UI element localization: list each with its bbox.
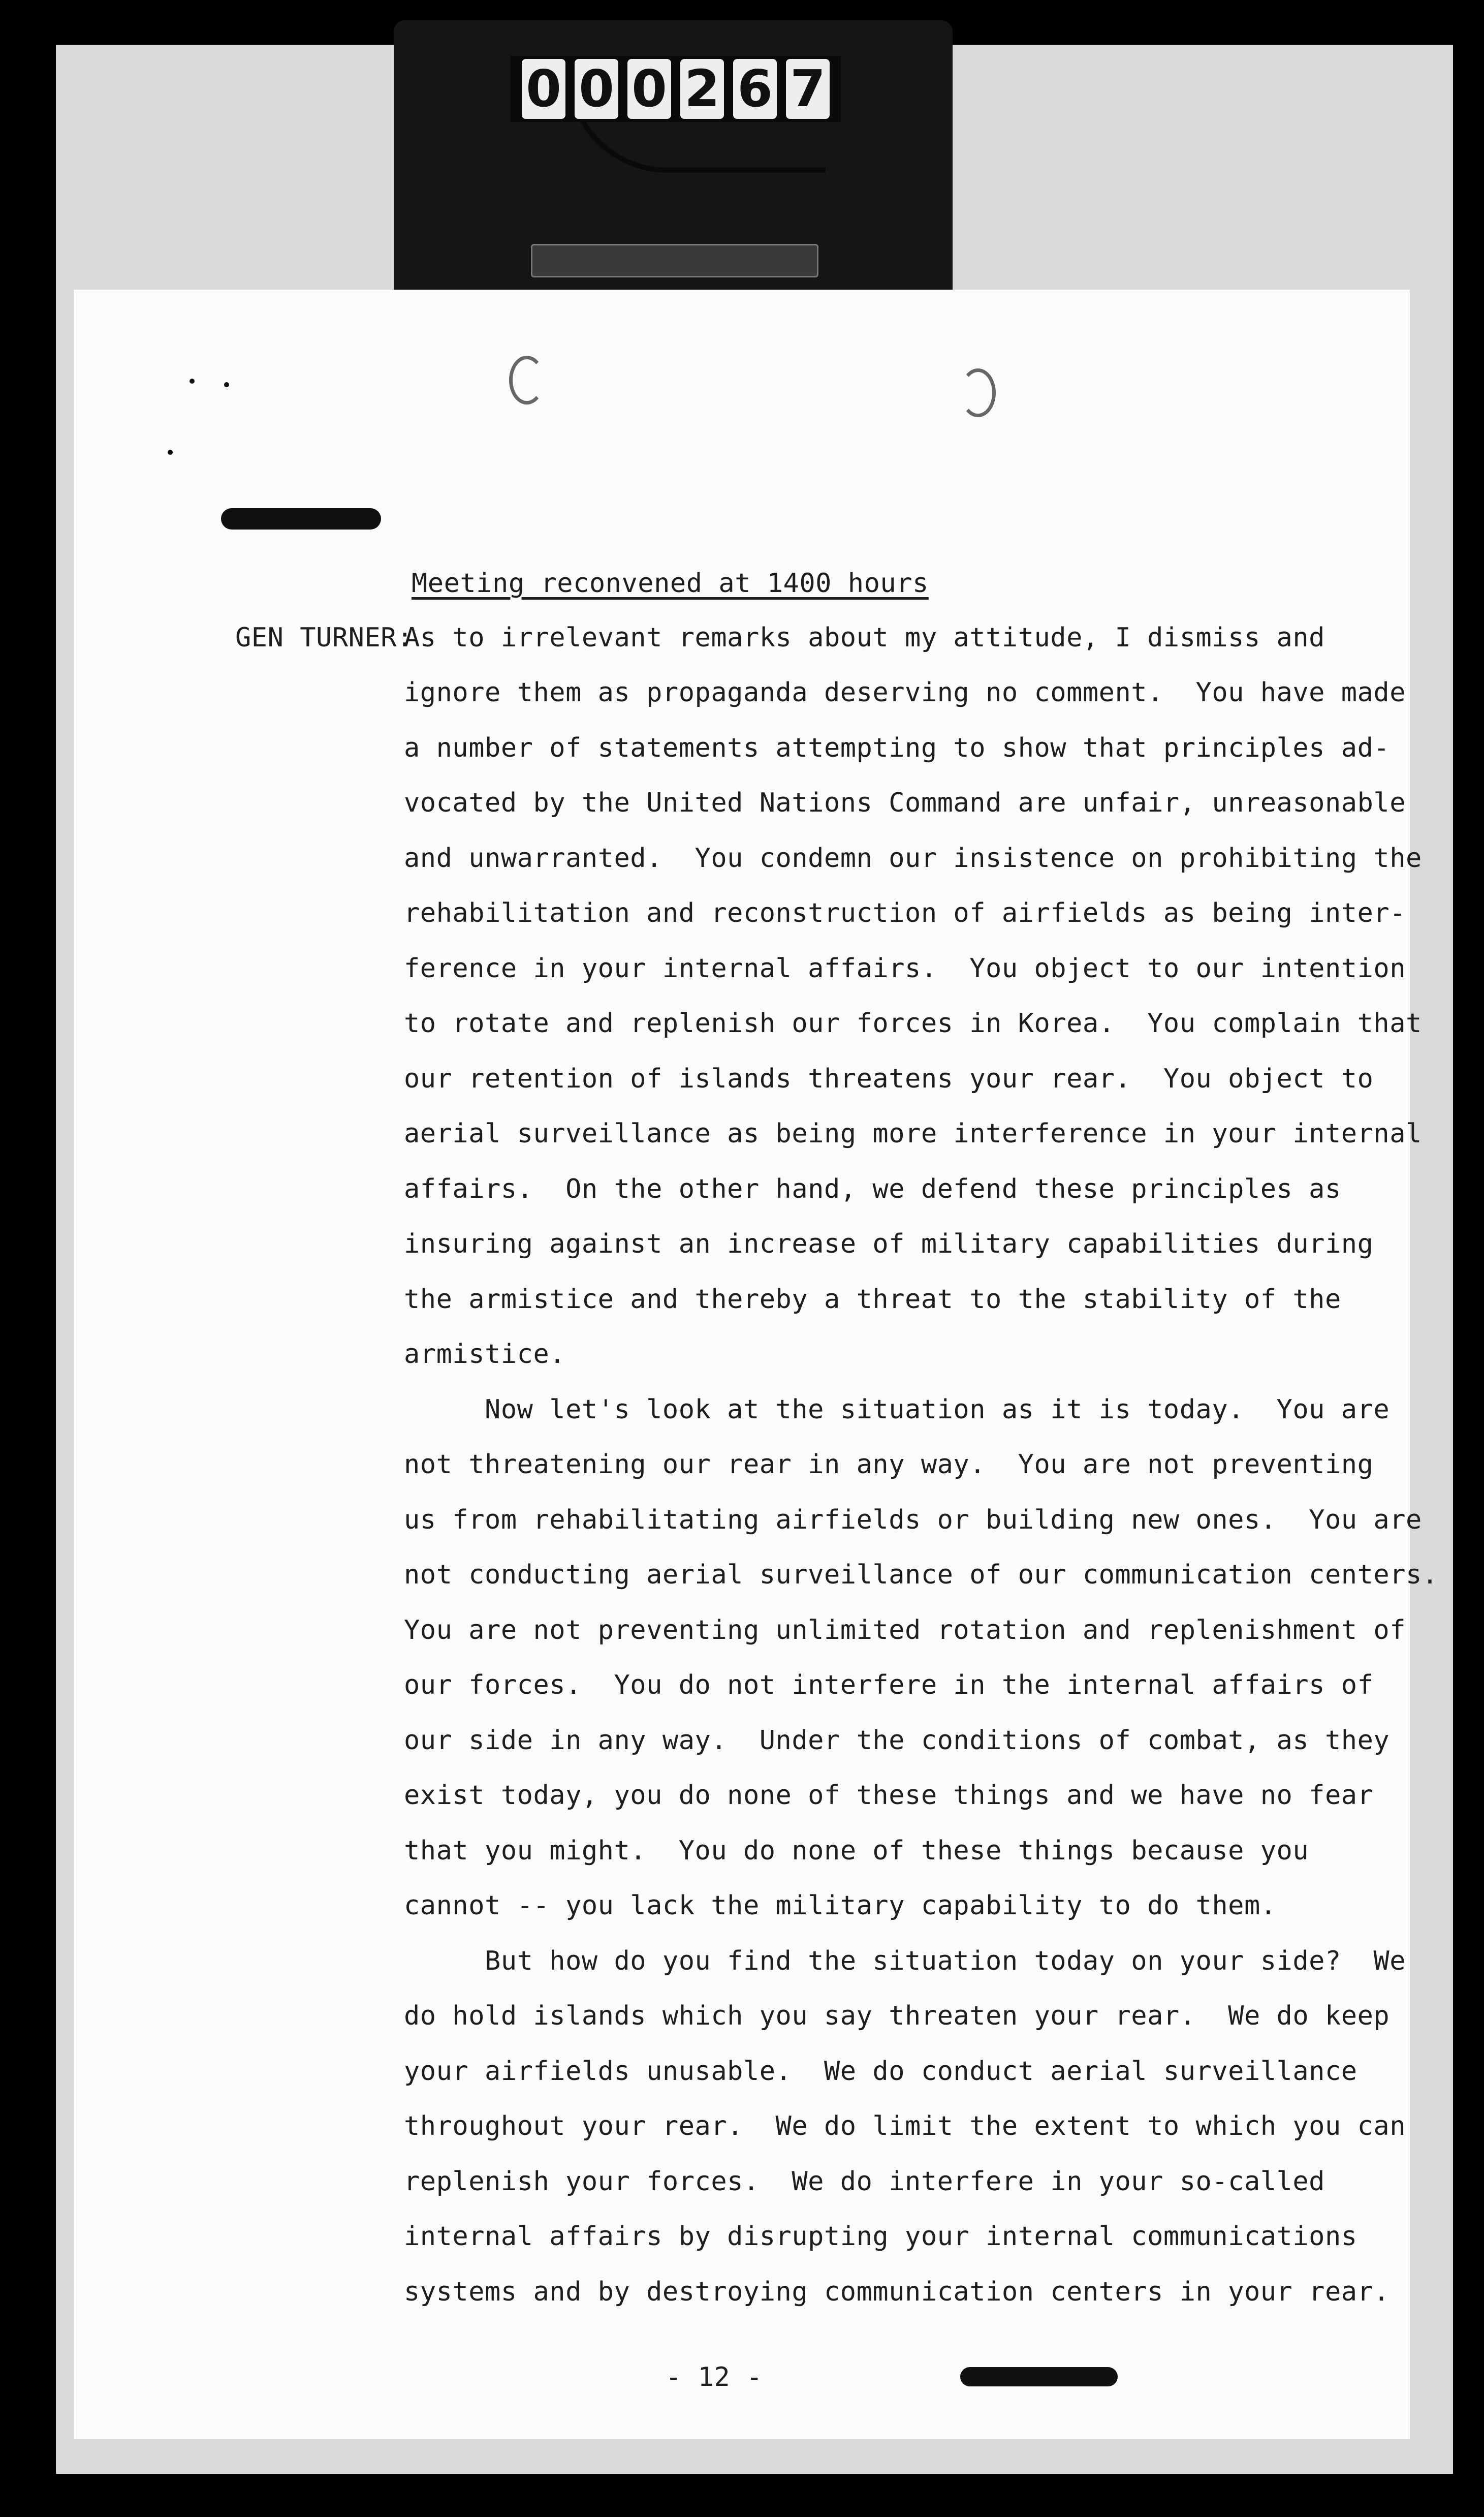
counter-window — [511, 56, 841, 122]
text-line: internal affairs by disrupting your internal communications — [404, 2221, 1357, 2252]
text-line: ference in your internal affairs. You object to our intention — [404, 953, 1406, 984]
page-number: - 12 - — [666, 2362, 763, 2392]
text-line: You are not preventing unlimited rotation and replenishment of — [404, 1615, 1406, 1645]
counter-digit: 0 — [575, 59, 618, 119]
redaction-mark — [221, 508, 381, 530]
text-line: aerial surveillance as being more interference in your internal — [404, 1118, 1422, 1149]
text-line: insuring against an increase of military capabilities during — [404, 1229, 1374, 1259]
dust-speck — [168, 450, 173, 455]
text-line: the armistice and thereby a threat to the stability of the — [404, 1284, 1341, 1315]
dust-speck — [190, 379, 195, 384]
text-line: armistice. — [404, 1339, 566, 1370]
counter-digit: 0 — [522, 59, 565, 119]
speaker-label: GEN TURNER: — [235, 623, 413, 653]
meeting-heading: Meeting reconvened at 1400 hours — [412, 568, 929, 599]
text-line: our forces. You do not interfere in the internal affairs of — [404, 1670, 1374, 1700]
text-line: that you might. You do none of these things because you — [404, 1836, 1309, 1866]
text-line: your airfields unusable. We do conduct aerial surveillance — [404, 2056, 1357, 2087]
redaction-mark — [960, 2367, 1118, 2386]
text-line: throughout your rear. We do limit the extent to which you can — [404, 2111, 1406, 2141]
text-line: ignore them as propaganda deserving no comment. You have made — [404, 677, 1406, 708]
text-line: Now let's look at the situation as it is today. You are — [404, 1394, 1390, 1425]
text-line: not conducting aerial surveillance of our communication centers. — [404, 1560, 1438, 1590]
punch-hole-mark — [960, 368, 996, 417]
text-line: As to irrelevant remarks about my attitude, I dismiss and — [404, 623, 1325, 653]
counter-digit: 7 — [786, 59, 830, 119]
counter-digit: 2 — [680, 59, 724, 119]
microfilm-frame-counter — [394, 20, 953, 305]
text-line: and unwarranted. You condemn our insistence on prohibiting the — [404, 843, 1422, 874]
text-line: our retention of islands threatens your rear. You object to — [404, 1064, 1374, 1094]
text-line: But how do you find the situation today on your side? We — [404, 1946, 1406, 1976]
dust-speck — [224, 382, 229, 387]
punch-hole-mark — [509, 356, 545, 405]
text-line: our side in any way. Under the conditions of combat, as they — [404, 1725, 1390, 1756]
text-line: affairs. On the other hand, we defend these principles as — [404, 1174, 1341, 1204]
text-line: us from rehabilitating airfields or building new ones. You are — [404, 1505, 1422, 1535]
text-line: cannot -- you lack the military capability to do them. — [404, 1890, 1277, 1921]
counter-digit: 6 — [733, 59, 777, 119]
text-line: replenish your forces. We do interfere in your so-called — [404, 2166, 1325, 2197]
typed-page — [74, 290, 1438, 2439]
text-line: systems and by destroying communication centers in your rear. — [404, 2277, 1390, 2307]
text-line: not threatening our rear in any way. You are not preventing — [404, 1449, 1374, 1480]
counter-digit: 0 — [627, 59, 671, 119]
text-line: do hold islands which you say threaten your rear. We do keep — [404, 2001, 1390, 2031]
counter-plate — [531, 244, 818, 277]
text-line: exist today, you do none of these things and we have no fear — [404, 1780, 1374, 1811]
text-line: rehabilitation and reconstruction of airfields as being inter- — [404, 898, 1406, 928]
text-line: to rotate and replenish our forces in Korea. You complain that — [404, 1008, 1422, 1039]
text-line: a number of statements attempting to show that principles ad- — [404, 733, 1390, 763]
text-line: vocated by the United Nations Command are unfair, unreasonable — [404, 788, 1406, 818]
